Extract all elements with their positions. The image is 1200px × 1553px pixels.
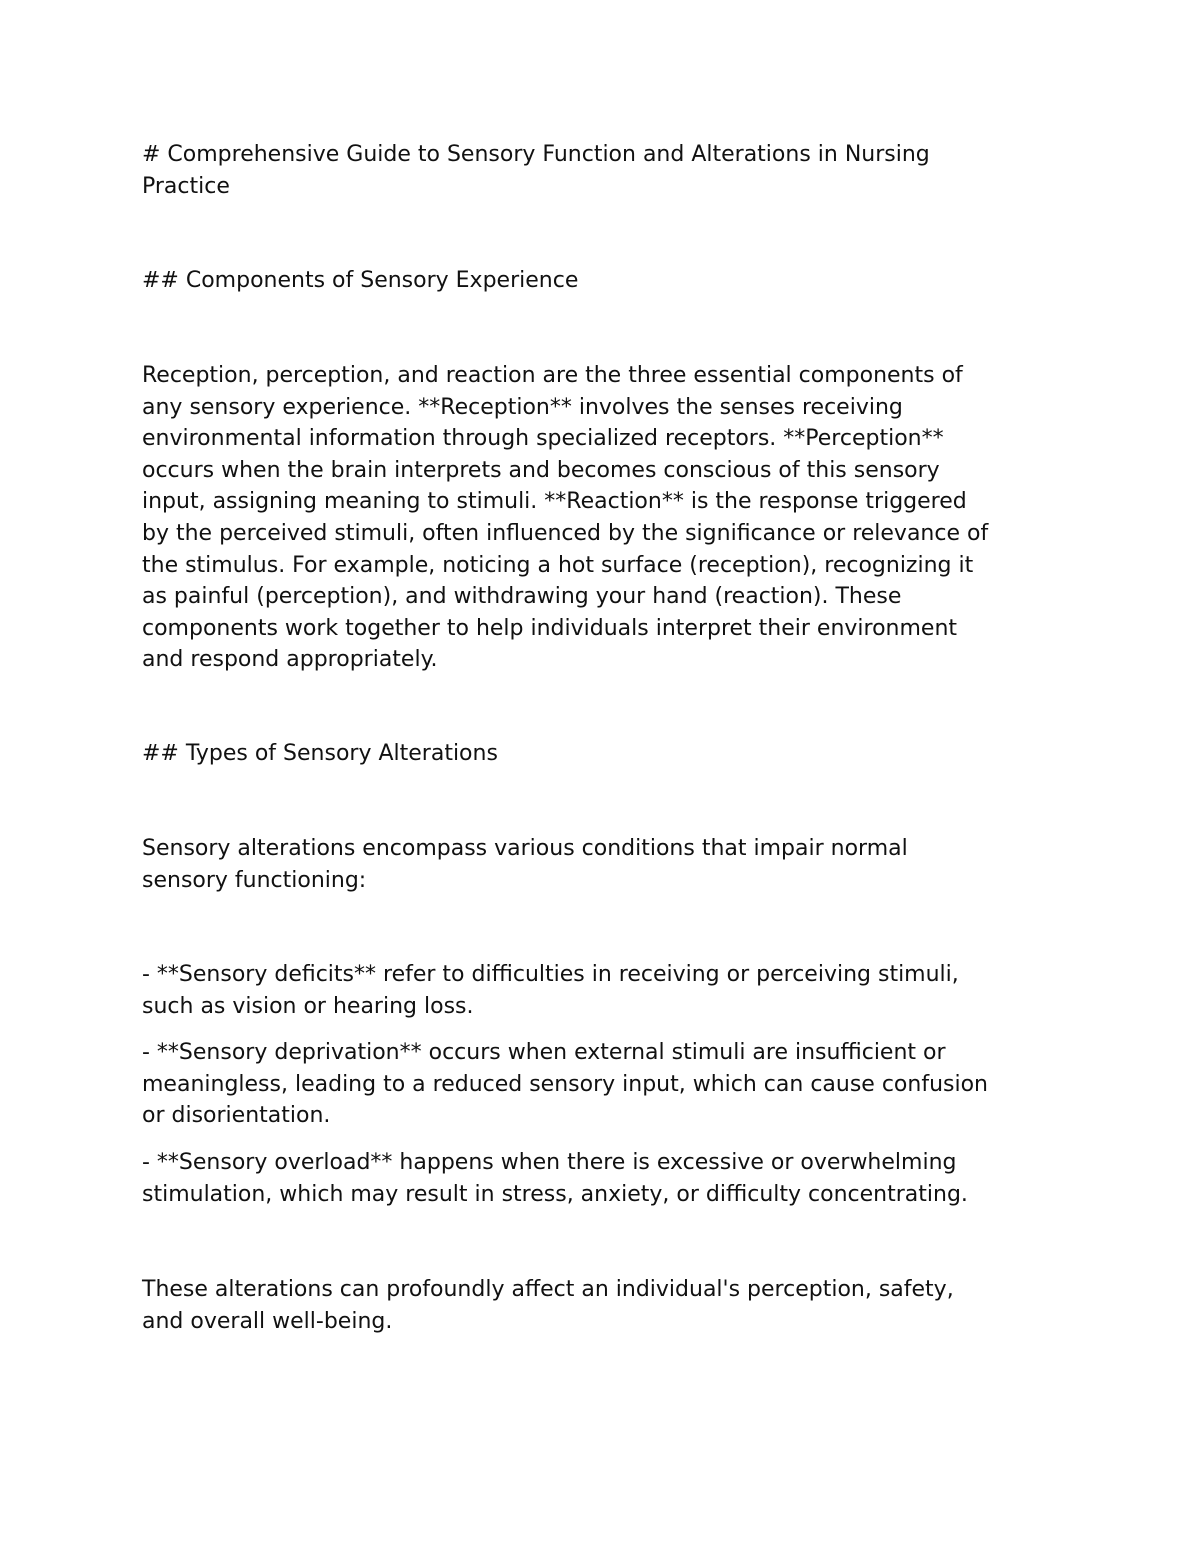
section-heading-types (142, 738, 1142, 770)
types-intro-paragraph (142, 833, 1142, 896)
closing-paragraph (142, 1274, 1142, 1337)
paragraph-line: the stimulus. For example, noticing a hot surface (reception), recognizing it (142, 552, 974, 578)
heading-text: ## Types of Sensory Alterations (142, 741, 498, 766)
bullet-line: - **Sensory deprivation** occurs when external stimuli are insufficient or (142, 1040, 946, 1065)
paragraph-line: occurs when the brain interprets and becomes conscious of this sensory (142, 457, 940, 483)
paragraph-line: Sensory alterations encompass various conditions that impair normal (142, 836, 908, 861)
title-line: Practice (142, 173, 230, 199)
paragraph-line: as painful (perception), and withdrawing your hand (reaction). These (142, 584, 902, 610)
paragraph-line: Reception, perception, and reaction are the three essential components of (142, 363, 963, 388)
document-title (142, 139, 1142, 202)
components-paragraph (142, 360, 1142, 676)
paragraph-line: These alterations can profoundly affect an individual's perception, safety, (142, 1277, 954, 1302)
paragraph-line: by the perceived stimuli, often influenced by the significance or relevance of (142, 520, 989, 546)
section-heading-components (142, 265, 1142, 297)
bullet-sensory-overload (142, 1147, 1142, 1210)
paragraph-line: and respond appropriately. (142, 647, 438, 673)
bullet-line: - **Sensory deficits** refer to difficulties in receiving or perceiving stimuli, (142, 962, 959, 987)
paragraph-line: components work together to help individuals interpret their environment (142, 615, 958, 641)
bullet-line: meaningless, leading to a reduced sensory input, which can cause confusion (142, 1071, 988, 1097)
bullet-line: stimulation, which may result in stress, anxiety, or difficulty concentrating. (142, 1181, 968, 1207)
heading-text: ## Components of Sensory Experience (142, 268, 579, 293)
paragraph-line: any sensory experience. **Reception** involves the senses receiving (142, 394, 903, 420)
paragraph-line: input, assigning meaning to stimuli. **Reaction** is the response triggered (142, 489, 967, 515)
bullet-line: such as vision or hearing loss. (142, 993, 474, 1019)
paragraph-line: environmental information through specialized receptors. **Perception** (142, 426, 944, 452)
bullet-line: - **Sensory overload** happens when there is excessive or overwhelming (142, 1150, 957, 1175)
bullet-sensory-deficits (142, 959, 1142, 1022)
bullet-line: or disorientation. (142, 1103, 331, 1129)
paragraph-line: and overall well-being. (142, 1308, 393, 1334)
title-line: # Comprehensive Guide to Sensory Function and Alterations in Nursing (142, 142, 930, 167)
bullet-sensory-deprivation (142, 1037, 1142, 1132)
paragraph-line: sensory functioning: (142, 867, 367, 893)
